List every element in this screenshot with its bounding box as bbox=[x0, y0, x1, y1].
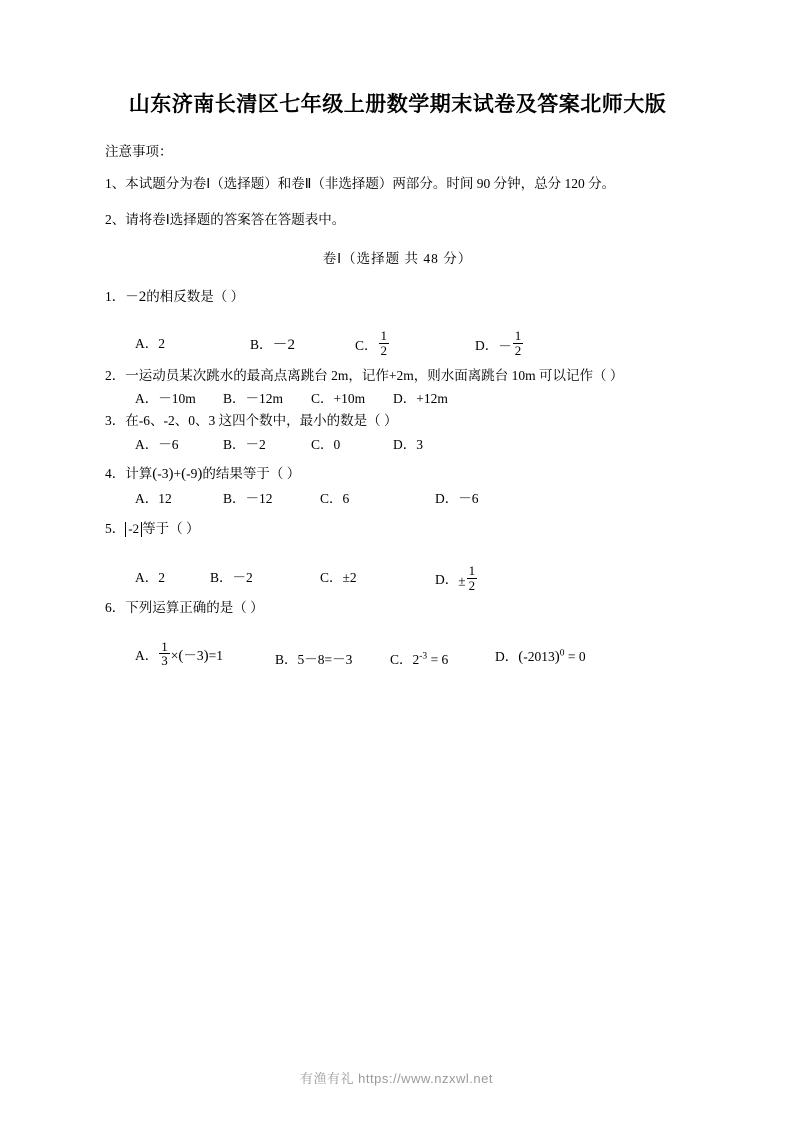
option-2-c: C．+10m bbox=[311, 391, 366, 407]
absolute-value-expression: -2 bbox=[125, 522, 142, 537]
question-6-stem: 6．下列运算正确的是（ ） bbox=[105, 600, 264, 616]
option-2-d: D．+12m bbox=[393, 391, 448, 407]
question-1-stem: 1．－2的相反数是（ ） bbox=[105, 288, 245, 305]
option-1-a: A．2 bbox=[135, 335, 165, 351]
question-4-stem: 4．计算(-3)+(-9)的结果等于（ ） bbox=[105, 465, 301, 482]
option-2-b: B．－12m bbox=[223, 391, 284, 407]
fraction-one-half: $\frac{1}{2}$ bbox=[380, 328, 388, 358]
option-6-a: A． $\frac{1}{3}$ ×(－3)=1 bbox=[135, 643, 223, 671]
notice-heading: 注意事项： bbox=[105, 144, 173, 159]
watermark: 有渔有礼 https://www.nzxwl.net bbox=[300, 1071, 493, 1086]
fraction-one-half: $\frac{1}{2}$ bbox=[468, 563, 476, 593]
option-5-d: D．± $\frac{1}{2}$ bbox=[435, 567, 478, 595]
fraction-one-half: $\frac{1}{2}$ bbox=[514, 328, 522, 358]
option-6-d: D．$(-2013)^0 = 0$ bbox=[495, 648, 586, 665]
option-4-c: C．6 bbox=[320, 490, 350, 506]
question-1-options bbox=[105, 311, 690, 358]
question-3 bbox=[105, 410, 690, 454]
question-4-options bbox=[105, 488, 690, 508]
option-3-a: A．－6 bbox=[135, 436, 179, 452]
question-2 bbox=[105, 365, 690, 409]
notice-line-2: 2、请将卷Ⅰ选择题的答案答在答题表中。 bbox=[105, 212, 346, 228]
option-5-a: A．2 bbox=[135, 570, 165, 586]
question-4 bbox=[105, 462, 690, 508]
document-body bbox=[105, 88, 690, 677]
notice-line-1: 1、本试题分为卷Ⅰ（选择题）和卷Ⅱ（非选择题）两部分。时间 90 分钟，总分 120 分。 bbox=[105, 176, 616, 191]
option-4-b: B．－12 bbox=[223, 490, 273, 506]
option-3-b: B．－2 bbox=[223, 436, 266, 452]
fraction-one-third: $\frac{1}{3}$ bbox=[161, 638, 168, 669]
question-5 bbox=[105, 518, 690, 592]
option-6-b: B．5－8=－3 bbox=[275, 651, 353, 667]
page-title: 山东济南长清区七年级上册数学期末试卷及答案北师大版 bbox=[128, 92, 667, 116]
option-2-a: A．－10m bbox=[135, 391, 196, 407]
question-2-stem: 2．一运动员某次跳水的最高点离跳台 2m，记作+2m，则水面离跳台 10m 可以记作（ ） bbox=[105, 367, 624, 383]
question-1 bbox=[105, 285, 690, 358]
question-5-stem: 5． -2 等于（ ） bbox=[105, 520, 200, 536]
option-4-a: A．12 bbox=[135, 490, 172, 506]
option-1-b: B．－2 bbox=[250, 336, 296, 353]
option-3-c: C．0 bbox=[311, 436, 341, 452]
option-1-c: C． $\frac{1}{2}$ bbox=[355, 333, 390, 361]
option-6-c: C．$2^{-3} = 6$ bbox=[390, 651, 449, 667]
question-3-options bbox=[105, 434, 690, 454]
option-5-b: B．－2 bbox=[210, 570, 253, 586]
option-3-d: D．3 bbox=[393, 436, 423, 452]
question-6 bbox=[105, 597, 690, 673]
option-5-c: C．±2 bbox=[320, 570, 357, 586]
question-2-options bbox=[105, 388, 690, 408]
option-1-d: D．－ $\frac{1}{2}$ bbox=[475, 333, 524, 361]
question-3-stem: 3．在-6、-2、0、3 这四个数中，最小的数是（ ） bbox=[105, 413, 398, 429]
section-heading: 卷Ⅰ（选择题 共 48 分） bbox=[322, 250, 473, 266]
option-4-d: D．－6 bbox=[435, 490, 479, 506]
expression-sum-negatives: (-3)+(-9) bbox=[152, 465, 203, 482]
question-5-options bbox=[105, 541, 690, 591]
question-6-options bbox=[105, 621, 690, 673]
